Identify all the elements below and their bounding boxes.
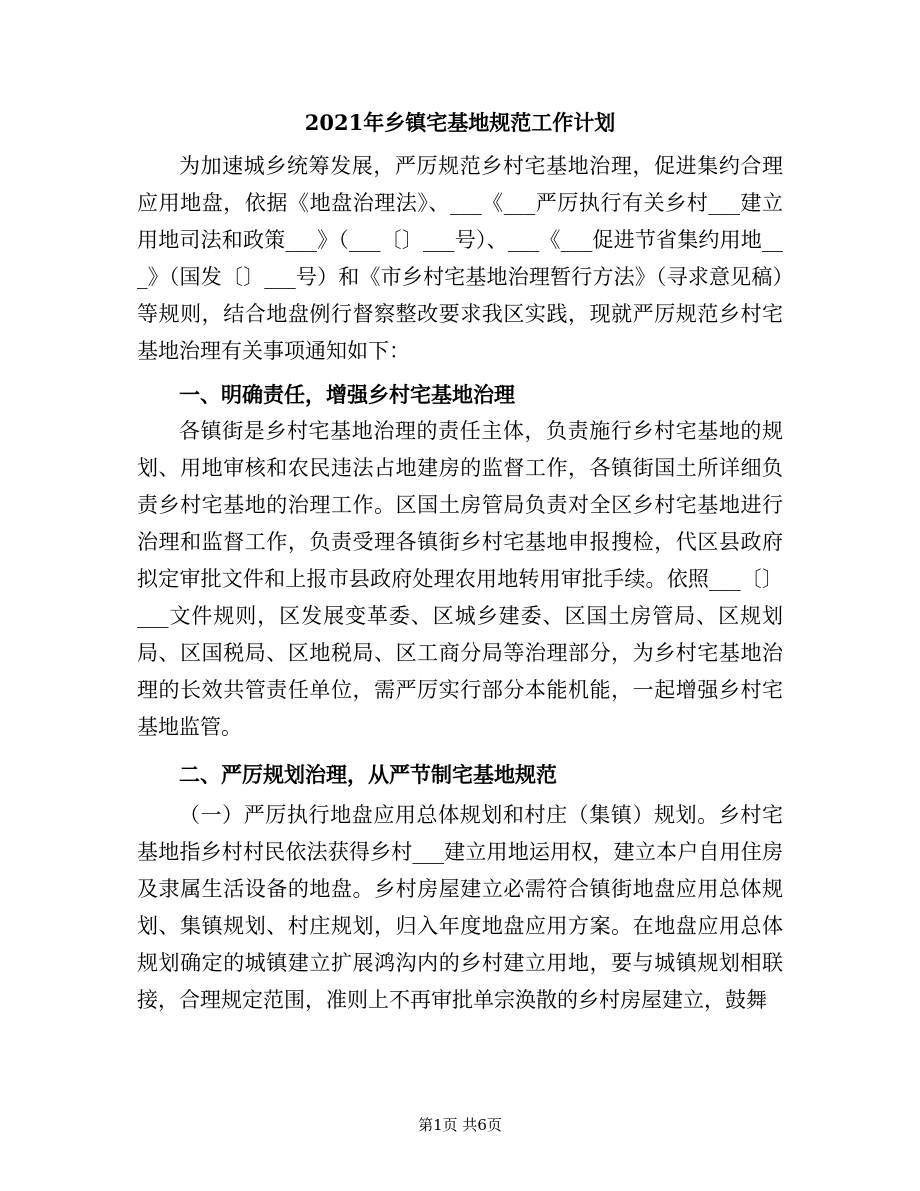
intro-paragraph: 为加速城乡统筹发展，严厉规范乡村宅基地治理，促进集约合理应用地盘，依据《地盘治理法》、___《___严厉执行有关乡村___建立用地司法和政策___》（___〔〕___号）、___《___促进节省集约用地___》（国发〔〕___号）和《市乡村宅基地治理暂行方法》（寻求意见稿）等规则，结合地盘例行督察整改要求我区实践，现就严厉规范乡村宅基地治理有关事项通知如下：: [137, 154, 783, 363]
section-2-paragraph: （一）严厉执行地盘应用总体规划和村庄（集镇）规划。乡村宅基地指乡村村民依法获得乡村___建立用地运用权，建立本户自用住房及隶属生活设备的地盘。乡村房屋建立必需符合镇街地盘应用总体规划、集镇规划、村庄规划，归入年度地盘应用方案。在地盘应用总体规划确定的城镇建立扩展鸿沟内的乡村建立用地，要与城镇规划相联接，合理规定范围，准则上不再审批单宗涣散的乡村房屋建立，鼓舞: [137, 803, 783, 1012]
section-2-heading: 二、严厉规划治理，从严节制宅基地规范: [179, 762, 557, 787]
document-body: [137, 148, 783, 1019]
page-number: 第1页 共6页: [418, 1116, 502, 1134]
section-1-paragraph: 各镇街是乡村宅基地治理的责任主体，负责施行乡村宅基地的规划、用地审核和农民违法占地建房的监督工作，各镇街国土所详细负责乡村宅基地的治理工作。区国土房管局负责对全区乡村宅基地进行治理和监督工作，负责受理各镇街乡村宅基地申报搜检，代区县政府拟定审批文件和上报市县政府处理农用地转用审批手续。依照___〔〕___文件规则，区发展变革委、区城乡建委、区国土房管局、区规划局、区国税局、区地税局、区工商分局等治理部分，为乡村宅基地治理的长效共管责任单位，需严厉实行部分本能机能，一起增强乡村宅基地监管。: [137, 419, 783, 739]
section-1-heading: 一、明确责任，增强乡村宅基地治理: [179, 382, 515, 407]
document-title: 2021年乡镇宅基地规范工作计划: [304, 110, 616, 135]
